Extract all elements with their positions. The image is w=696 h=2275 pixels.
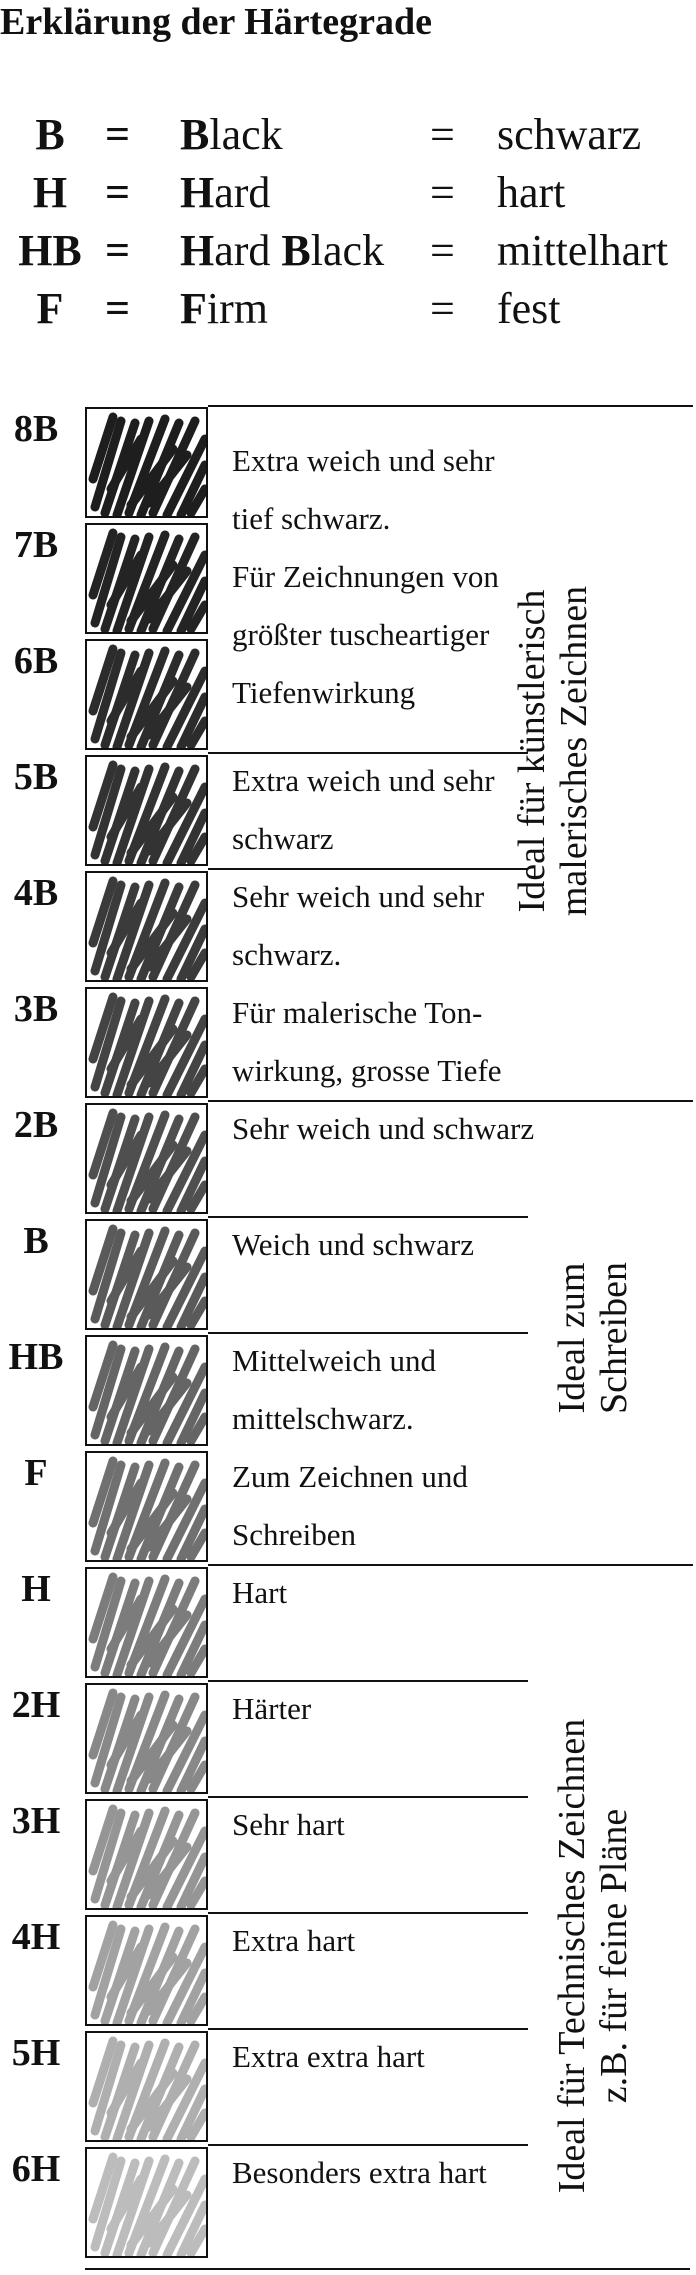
grade-label: 5B: [13, 756, 59, 798]
legend-row-b: [0, 106, 696, 164]
grade-swatch: [85, 523, 208, 634]
grade-swatch: [85, 755, 208, 866]
grade-swatch: [85, 987, 208, 1098]
grade-description: Mittelweich und mittelschwarz.: [232, 1343, 437, 1436]
hatch-pattern: [87, 1105, 206, 1212]
grade-description: Weich und schwarz: [232, 1227, 474, 1262]
grade-swatch: [85, 407, 208, 518]
legend-row-h: [0, 164, 696, 222]
grade-description: Extra hart: [232, 1923, 356, 1958]
hatch-pattern: [87, 525, 206, 632]
legend-equals: =: [105, 110, 131, 159]
hatch-pattern: [87, 757, 206, 864]
hatch-pattern: [87, 641, 206, 748]
grade-description: Zum Zeichnen und Schreiben: [232, 1459, 468, 1552]
grade-label: 6H: [11, 2148, 61, 2190]
legend-name: Hard: [180, 168, 271, 217]
grade-description: Sehr weich und sehr schwarz.: [232, 879, 485, 972]
legend-translation: mittelhart: [497, 226, 669, 275]
grade-label: F: [24, 1452, 48, 1494]
legend-translation: schwarz: [497, 110, 642, 159]
divider-rule: [85, 2268, 690, 2270]
divider-rule: [208, 405, 693, 407]
grade-label: H: [21, 1568, 51, 1610]
hatch-pattern: [87, 2149, 206, 2256]
grade-description: Extra extra hart: [232, 2039, 425, 2074]
grade-swatch: [85, 2031, 208, 2142]
legend-name: Firm: [180, 284, 268, 333]
grade-swatch: [85, 639, 208, 750]
grade-swatch: [85, 1799, 208, 1910]
hatch-pattern: [87, 1801, 206, 1908]
hatch-pattern: [87, 989, 206, 1096]
grade-label: 8B: [13, 408, 59, 450]
legend-name: Hard Black: [180, 226, 385, 275]
page-title: Erklärung der Härtegrade: [0, 1, 433, 43]
side-label-writing: Ideal zum Schreiben: [551, 1262, 635, 1414]
hatch-pattern: [87, 1917, 206, 2024]
grade-label: HB: [8, 1336, 64, 1378]
hatch-pattern: [87, 2033, 206, 2140]
hatch-pattern: [87, 1453, 206, 1560]
legend-translation: hart: [497, 168, 566, 217]
grade-label: 4H: [11, 1916, 61, 1958]
grade-description: Sehr hart: [232, 1807, 345, 1842]
legend-row-f: [0, 280, 696, 338]
grade-swatch: [85, 2147, 208, 2258]
grade-swatch: [85, 1567, 208, 1678]
hatch-pattern: [87, 1337, 206, 1444]
grade-label: 5H: [11, 2032, 61, 2074]
hatch-pattern: [87, 1685, 206, 1792]
legend-row-hb: [0, 222, 696, 280]
grade-label: 4B: [13, 872, 59, 914]
grade-description: Hart: [232, 1575, 288, 1610]
grade-swatch: [85, 1683, 208, 1794]
hatch-pattern: [87, 873, 206, 980]
grade-label: 3H: [11, 1800, 61, 1842]
grade-label: 6B: [13, 640, 59, 682]
grade-swatch: [85, 1335, 208, 1446]
grade-description: Extra weich und sehr tief schwarz. Für Zeichnungen von größter tuscheartiger Tiefenwirkung: [232, 443, 499, 710]
legend-equals: =: [105, 284, 131, 333]
legend-translation: fest: [497, 284, 561, 333]
grade-swatch: [85, 871, 208, 982]
grade-description: Härter: [232, 1691, 312, 1726]
hatch-pattern: [87, 409, 206, 516]
grade-description: Extra weich und sehr schwarz: [232, 763, 495, 856]
side-label-technical: Ideal für Technisches Zeichnen z.B. für feine Pläne: [551, 1718, 635, 2194]
grade-label: 7B: [13, 524, 59, 566]
legend-equals: =: [105, 168, 131, 217]
grade-label: 2B: [13, 1104, 59, 1146]
grade-label: B: [23, 1220, 49, 1262]
legend-equals: =: [105, 226, 131, 275]
legend-code: H: [32, 168, 68, 217]
hatch-pattern: [87, 1221, 206, 1328]
legend-equals: =: [430, 226, 455, 275]
hatch-pattern: [87, 1569, 206, 1676]
legend-code: B: [35, 110, 65, 159]
legend-equals: =: [430, 110, 455, 159]
side-label-artistic: Ideal für künstlerisch malerisches Zeichnen: [511, 585, 595, 917]
grade-swatch: [85, 1219, 208, 1330]
grade-description: Besonders extra hart: [232, 2155, 487, 2190]
grade-swatch: [85, 1451, 208, 1562]
grade-label: 3B: [13, 988, 59, 1030]
legend-equals: =: [430, 168, 455, 217]
grade-description: Sehr weich und schwarz: [232, 1111, 535, 1146]
legend-equals: =: [430, 284, 455, 333]
legend-name: Black: [180, 110, 283, 159]
legend-code: HB: [18, 226, 82, 275]
grade-label: 2H: [11, 1684, 61, 1726]
grade-swatch: [85, 1915, 208, 2026]
grade-description: Für malerische Ton- wirkung, grosse Tiefe: [232, 995, 502, 1088]
grade-swatch: [85, 1103, 208, 1214]
legend-code: F: [36, 284, 64, 333]
